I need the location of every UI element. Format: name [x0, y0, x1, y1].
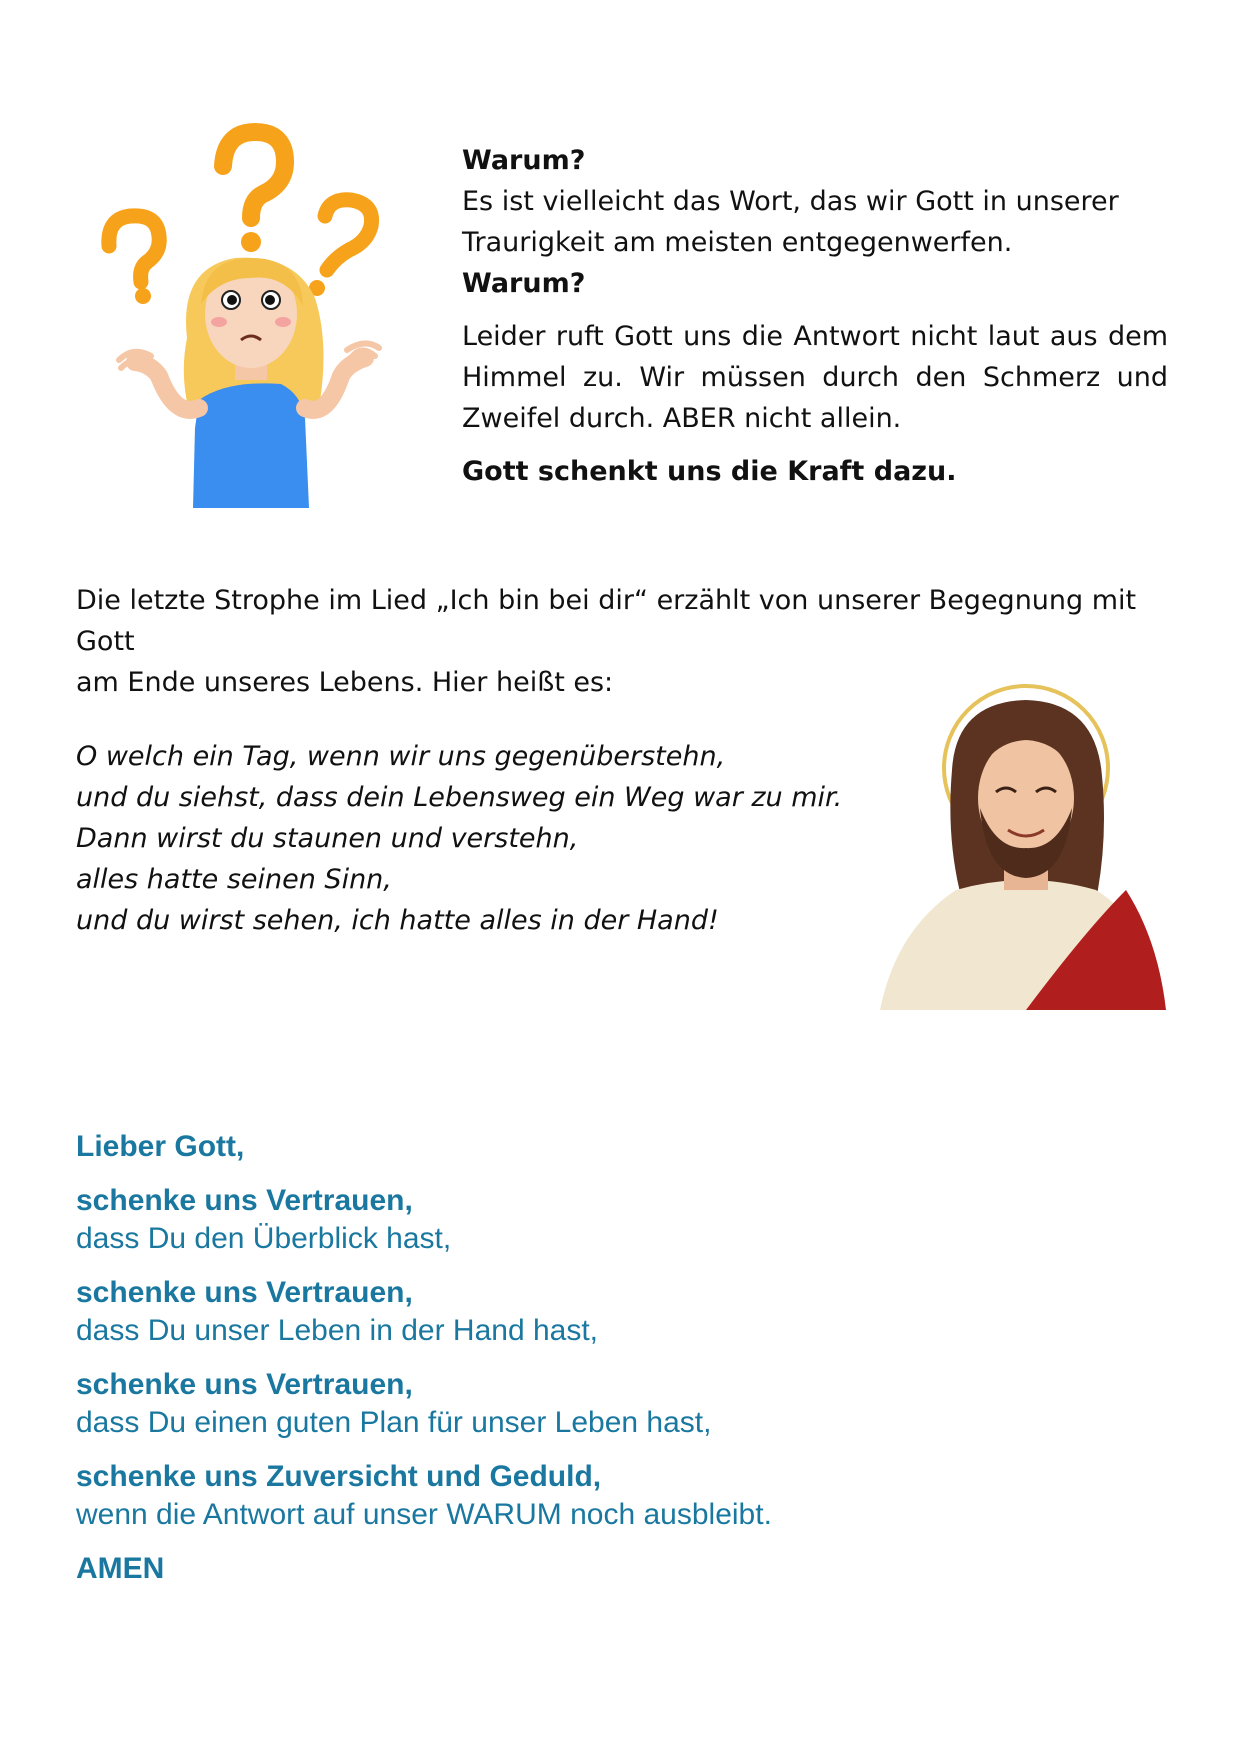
prayer-petition	[76, 1182, 1176, 1258]
prayer-petition	[76, 1458, 1176, 1534]
petition-reason: dass Du den Überblick hast,	[76, 1222, 452, 1255]
petition-reason: dass Du unser Leben in der Hand hast,	[76, 1314, 598, 1347]
verse-line: O welch ein Tag, wenn wir uns gegenüberstehn,	[76, 741, 726, 772]
intro-line-2: Traurigkeit am meisten entgegenwerfen.	[462, 227, 1013, 258]
question-mark-icon	[223, 132, 285, 218]
prayer-petition	[76, 1274, 1176, 1350]
verse-line: Dann wirst du staunen und verstehn,	[76, 823, 579, 854]
petition-plea: schenke uns Vertrauen,	[76, 1184, 413, 1217]
intro-paragraph: Leider ruft Gott uns die Antwort nicht laut aus dem Himmel zu. Wir müssen durch den Schmerz und Zweifel durch. ABER nicht allein.	[462, 321, 1168, 434]
verse-line: alles hatte seinen Sinn,	[76, 864, 392, 895]
intro-line-1: Es ist vielleicht das Wort, das wir Gott in unserer	[462, 186, 1119, 217]
jesus-illustration	[876, 680, 1166, 1010]
petition-plea: schenke uns Vertrauen,	[76, 1368, 413, 1401]
song-verse	[76, 736, 876, 941]
verse-line: und du siehst, dass dein Lebensweg ein Weg war zu mir.	[76, 782, 843, 813]
petition-reason: wenn die Antwort auf unser WARUM noch ausbleibt.	[76, 1498, 772, 1531]
song-intro-line-2: am Ende unseres Lebens. Hier heißt es:	[76, 667, 614, 698]
intro-text-block	[462, 140, 1168, 492]
petition-reason: dass Du einen guten Plan für unser Leben hast,	[76, 1406, 712, 1439]
petition-plea: schenke uns Zuversicht und Geduld,	[76, 1460, 602, 1493]
prayer-address: Lieber Gott,	[76, 1130, 245, 1163]
petition-plea: schenke uns Vertrauen,	[76, 1276, 413, 1309]
prayer-closing: AMEN	[76, 1552, 165, 1585]
intro-heading-2: Warum?	[462, 268, 586, 299]
prayer	[76, 1128, 1176, 1588]
verse-line: und du wirst sehen, ich hatte alles in der Hand!	[76, 905, 719, 936]
prayer-petition	[76, 1366, 1176, 1442]
intro-statement: Gott schenkt uns die Kraft dazu.	[462, 456, 957, 487]
song-intro-line-1: Die letzte Strophe im Lied „Ich bin bei dir“ erzählt von unserer Begegnung mit Gott	[76, 585, 1137, 657]
intro-heading-1: Warum?	[462, 145, 586, 176]
confused-girl-illustration	[95, 118, 425, 518]
